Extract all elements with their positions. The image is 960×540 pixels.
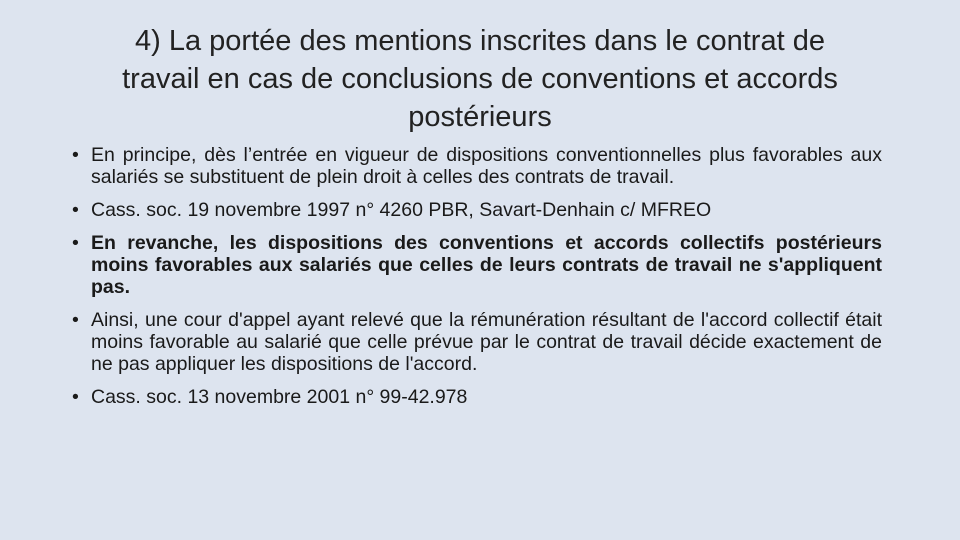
bullet-text: Cass. soc. 19 novembre 1997 n° 4260 PBR, Savart-Denhain c/ MFREO [91,199,712,221]
bullet-item-court-of-appeal [72,309,882,375]
bullet-item-citation-2001 [72,386,882,408]
bullet-dot-icon: • [72,309,79,331]
bullet-dot-icon: • [72,386,79,408]
bullet-text: Ainsi, une cour d'appel ayant relevé que la rémunération résultant de l'accord collectif était moins favorable au salarié que celle prévue par le contrat de travail décide exactement de ne pas appliquer les dispositions de l'accord. [91,309,882,375]
bullet-dot-icon: • [72,199,79,221]
bullet-list [72,144,882,408]
slide-title [60,22,900,136]
bullet-dot-icon: • [72,232,79,254]
bullet-text: En revanche, les dispositions des conventions et accords collectifs postérieurs moins favorables aux salariés que celles de leurs contrats de travail ne s'appliquent pas. [91,232,882,298]
title-line-2: travail en cas de conclusions de conventions et accords [122,63,838,95]
bullet-item-however [72,232,882,298]
bullet-text: En principe, dès l’entrée en vigueur de dispositions conventionnelles plus favorables aux salariés se substituent de plein droit à celles des contrats de travail. [91,144,882,188]
bullet-item-citation-1997 [72,199,882,221]
bullet-dot-icon: • [72,144,79,166]
title-line-1: 4) La portée des mentions inscrites dans le contrat de [135,25,825,57]
bullet-text: Cass. soc. 13 novembre 2001 n° 99-42.978 [91,386,468,408]
title-line-3: postérieurs [408,101,552,133]
bullet-item-principle [72,144,882,188]
